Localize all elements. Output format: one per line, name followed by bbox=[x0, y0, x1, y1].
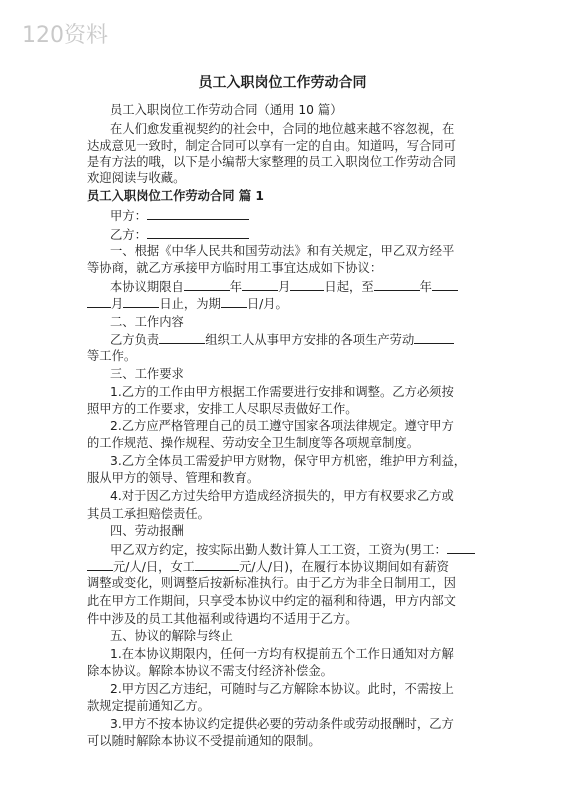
intro-line-3: 是有方法的哦，以下是小编帮大家整理的员工入职岗位工作劳动合同 bbox=[87, 155, 456, 169]
clause5-line-5: 3.甲方不按本协议约定提供必要的劳动条件或劳动报酬时，乙方 bbox=[110, 717, 454, 731]
work-description: 组织工人从事甲方安排的各项生产劳动 bbox=[205, 333, 415, 347]
clause4-line-2 bbox=[87, 558, 449, 575]
work-type-blank bbox=[414, 331, 454, 344]
responsible-label: 乙方负责 bbox=[110, 333, 160, 347]
clause5-line-4: 款规定提前通知乙方。 bbox=[87, 699, 210, 713]
section-heading: 员工入职岗位工作劳动合同 篇 1 bbox=[87, 189, 264, 203]
party-a-line bbox=[110, 207, 249, 224]
intro-subtitle: 员工入职岗位工作劳动合同（通用 10 篇） bbox=[110, 103, 343, 117]
clause3-line-4: 的工作规范、操作规程、劳动安全卫生制度等各项规章制度。 bbox=[87, 436, 420, 450]
clause2-line-1 bbox=[110, 331, 454, 348]
clause4-heading: 四、劳动报酬 bbox=[110, 524, 184, 538]
party-a-label: 甲方： bbox=[110, 209, 147, 223]
end-month-blank-a bbox=[432, 278, 458, 291]
wage-intro: 甲乙双方约定，按实际出勤人数计算人工工资，工资为(男工： bbox=[110, 543, 447, 557]
clause4-line-5: 件中涉及的员工其他福利或待遇均不适用于乙方。 bbox=[87, 612, 358, 626]
clause3-line-5: 3.乙方全体员工需爱护甲方财物，保守甲方机密，维护甲方利益， bbox=[110, 454, 467, 468]
party-b-blank bbox=[147, 226, 249, 239]
year-label: 年 bbox=[229, 280, 243, 294]
term-to-label: 日起，至 bbox=[324, 280, 374, 294]
clause5-line-2: 除本协议。解除本协议不需支付经济补偿金。 bbox=[87, 664, 333, 678]
clause3-line-2: 照甲方的工作要求，安排工人尽职尽责做好工作。 bbox=[87, 402, 358, 416]
duration-blank bbox=[221, 295, 247, 308]
term-line-1 bbox=[110, 278, 458, 295]
clause1-line-1: 一、根据《中华人民共和国劳动法》和有关规定，甲乙双方经平 bbox=[110, 244, 455, 258]
clause3-line-3: 2.乙方应严格管理自己的员工遵守国家各项法律规定。遵守甲方 bbox=[110, 419, 454, 433]
clause3-line-1: 1.乙方的工作由甲方根据工作需要进行安排和调整。乙方必须按 bbox=[110, 385, 454, 399]
end-day-blank bbox=[123, 295, 159, 308]
wage-continuation: 元/人/日)，在履行本协议期间如有薪资 bbox=[239, 560, 449, 574]
term-line-2 bbox=[87, 295, 288, 312]
clause3-line-8: 其员工承担赔偿责任。 bbox=[87, 507, 210, 521]
month-label-2: 月 bbox=[111, 297, 124, 311]
document-title: 员工入职岗位工作劳动合同 bbox=[198, 75, 367, 91]
clause5-line-6: 可以随时解除本协议不受提前通知的限制。 bbox=[87, 734, 321, 748]
party-b-label: 乙方： bbox=[110, 228, 147, 242]
clause1-line-2: 等协商，就乙方承接甲方临时用工事宜达成如下协议： bbox=[87, 261, 383, 275]
duration-unit: 日/月。 bbox=[246, 297, 288, 311]
end-year-blank bbox=[374, 278, 420, 291]
start-month-blank bbox=[242, 278, 278, 291]
end-month-blank-b bbox=[87, 295, 111, 308]
clause2-heading: 二、工作内容 bbox=[110, 315, 184, 329]
female-wage-blank bbox=[195, 558, 239, 571]
month-label: 月 bbox=[278, 280, 291, 294]
clause4-line-3: 调整或变化，则调整后按新标准执行。由于乙方为非全日制用工，因 bbox=[87, 576, 456, 590]
start-day-blank bbox=[290, 278, 324, 291]
intro-line-2: 达成意见一致时，制定合同可以享有一定的自由。知道吗，写合同可 bbox=[87, 139, 456, 153]
male-wage-blank-b bbox=[87, 558, 113, 571]
year-label-2: 年 bbox=[419, 280, 432, 294]
term-from-label: 本协议期限自 bbox=[110, 280, 184, 294]
clause5-line-3: 2.甲方因乙方违纪，可随时与乙方解除本协议。此时，不需按上 bbox=[110, 682, 454, 696]
clause4-line-1 bbox=[110, 541, 475, 558]
clause2-line-2: 等工作。 bbox=[87, 349, 137, 363]
clause5-line-1: 1.在本协议期限内，任何一方均有权提前五个工作日通知对方解 bbox=[110, 647, 454, 661]
intro-line-4: 欢迎阅读与收藏。 bbox=[87, 171, 186, 185]
clause3-line-6: 服从甲方的领导、管理和教育。 bbox=[87, 471, 260, 485]
start-year-blank bbox=[184, 278, 230, 291]
responsible-blank bbox=[159, 331, 205, 344]
clause4-line-4: 此在甲方工作期间，只享受本协议中约定的福利和待遇，甲方内部文 bbox=[87, 594, 456, 608]
clause3-line-7: 4.对于因乙方过失给甲方造成经济损失的，甲方有权要求乙方或 bbox=[110, 489, 454, 503]
party-b-line bbox=[110, 226, 249, 243]
male-wage-blank-a bbox=[447, 541, 475, 554]
female-wage-label: 元/人/日，女工 bbox=[113, 560, 196, 574]
watermark-logo: 120资料 bbox=[22, 23, 108, 48]
clause3-heading: 三、工作要求 bbox=[110, 367, 184, 381]
duration-label: 日止，为期 bbox=[159, 297, 221, 311]
intro-line-1: 在人们愈发重视契约的社会中，合同的地位越来越不容忽视，在 bbox=[110, 122, 455, 136]
party-a-blank bbox=[147, 207, 249, 220]
clause5-heading: 五、协议的解除与终止 bbox=[110, 629, 233, 643]
